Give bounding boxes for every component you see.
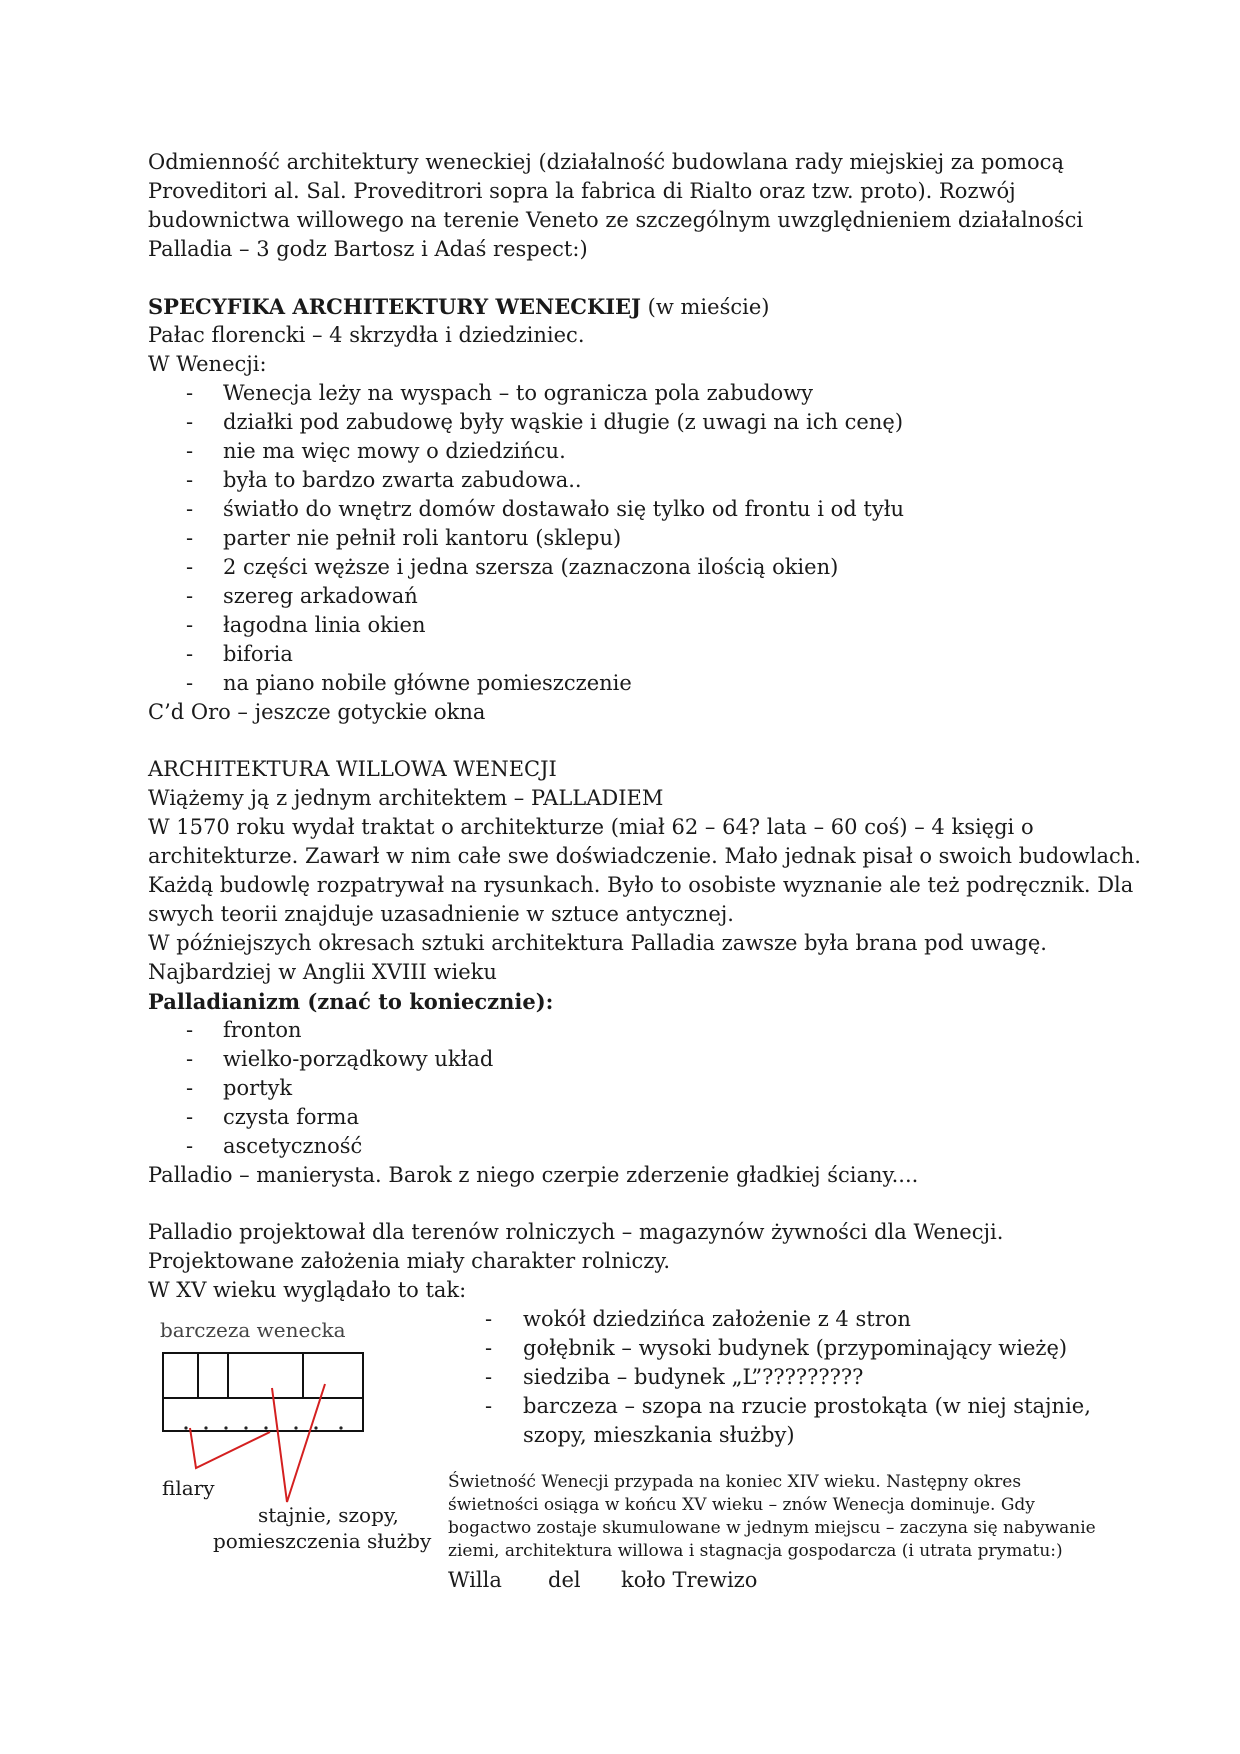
list-item: barczeza – szopa na rzucie prostokąta (w niej stajnie, [523, 1394, 1091, 1418]
text-line: W późniejszych okresach sztuki architektura Palladia zawsze była brana pod uwagę. [148, 931, 1047, 955]
pillar-dot [314, 1426, 317, 1429]
bullet-dash: - [485, 1336, 493, 1360]
intro-line: Odmienność architektury weneckiej (działalność budowlana rady miejskiej za pomocą [148, 150, 1064, 174]
text-line: Projektowane założenia miały charakter rolniczy. [148, 1249, 671, 1273]
palladianism-heading: Palladianizm (znać to koniecznie): [148, 989, 554, 1014]
pillar-dot [294, 1426, 297, 1429]
stables-pointer-line [272, 1384, 325, 1502]
small-note-line: bogactwo zostaje skumulowane w jednym miejscu – zaczyna się nabywanie [448, 1518, 1096, 1538]
text-line: Pałac florencki – 4 skrzydła i dziedziniec. [148, 323, 585, 347]
bullet-dash: - [186, 497, 194, 521]
list-item: biforia [223, 642, 293, 666]
bullet-dash: - [485, 1365, 493, 1389]
text-line: W 1570 roku wydał traktat o architekturze (miał 62 – 64? lata – 60 coś) – 4 księgi o [148, 815, 1034, 839]
intro-line: budownictwa willowego na terenie Veneto ze szczególnym uwzględnieniem działalności [148, 208, 1084, 232]
section-heading-rest: (w mieście) [641, 295, 770, 319]
bullet-dash: - [186, 584, 194, 608]
small-note-line: Świetność Wenecji przypada na koniec XIV wieku. Następny okres [448, 1472, 1022, 1492]
bullet-dash: - [186, 410, 194, 434]
list-item: Wenecja leży na wyspach – to ogranicza pola zabudowy [223, 381, 814, 405]
text-line: swych teorii znajduje uzasadnienie w sztuce antycznej. [148, 902, 734, 926]
list-item: nie ma więc mowy o dziedzińcu. [223, 439, 566, 463]
bullet-dash: - [485, 1394, 493, 1418]
intro-line: Palladia – 3 godz Bartosz i Adaś respect:) [148, 237, 588, 261]
bullet-dash: - [186, 555, 194, 579]
bullet-dash: - [186, 381, 194, 405]
pillar-dot [264, 1426, 267, 1429]
villa-word: del [548, 1568, 581, 1592]
pillars-pointer-line [190, 1428, 270, 1468]
text-line: Każdą budowlę rozpatrywał na rysunkach. Było to osobiste wyznanie ale też podręcznik. Dla [148, 873, 1134, 897]
bullet-dash: - [186, 526, 194, 550]
bullet-dash: - [186, 642, 194, 666]
pillar-dot [184, 1426, 187, 1429]
pillar-dot [339, 1426, 342, 1429]
list-item: ascetyczność [223, 1134, 363, 1158]
bullet-dash: - [186, 1047, 194, 1071]
section-heading: ARCHITEKTURA WILLOWA WENECJI [148, 757, 557, 781]
bullet-dash: - [186, 1018, 194, 1042]
text-line: Palladio projektował dla terenów rolniczych – magazynów żywności dla Wenecji. [148, 1220, 1004, 1244]
list-item: parter nie pełnił roli kantoru (sklepu) [223, 526, 622, 550]
text-line: Palladio – manierysta. Barok z niego czerpie zderzenie gładkiej ściany.... [148, 1163, 919, 1187]
bullet-dash: - [186, 439, 194, 463]
pillar-dot [244, 1426, 247, 1429]
list-item: szereg arkadowań [223, 584, 418, 608]
small-note-line: ziemi, architektura willowa i stagnacja gospodarcza (i utrata prymatu:) [448, 1541, 1063, 1561]
bullet-dash: - [186, 613, 194, 637]
barczeza-plan [163, 1353, 363, 1431]
list-item: siedziba – budynek „L”????????? [523, 1365, 864, 1389]
text-line: W XV wieku wyglądało to tak: [148, 1278, 467, 1302]
list-item: wokół dziedzińca założenie z 4 stron [523, 1307, 911, 1331]
diagram-label-stables: stajnie, szopy, [258, 1503, 399, 1527]
list-item: gołębnik – wysoki budynek (przypominający wieżę) [523, 1336, 1068, 1360]
list-item: wielko-porządkowy układ [223, 1047, 494, 1071]
bullet-dash: - [186, 1076, 194, 1100]
text-line: C’d Oro – jeszcze gotyckie okna [148, 700, 486, 724]
bullet-dash: - [186, 468, 194, 492]
barczeza-outline [163, 1353, 363, 1431]
pillar-dots [184, 1426, 342, 1429]
bullet-dash: - [186, 1134, 194, 1158]
bullet-dash: - [186, 671, 194, 695]
small-note-line: świetności osiąga w końcu XV wieku – znów Wenecja dominuje. Gdy [448, 1495, 1035, 1515]
list-item: portyk [223, 1076, 293, 1100]
diagram-label-servant-rooms: pomieszczenia służby [213, 1529, 432, 1553]
list-item: łagodna linia okien [223, 613, 426, 637]
villa-word: koło Trewizo [621, 1568, 758, 1592]
text-line: Najbardziej w Anglii XVIII wieku [148, 960, 497, 984]
text-line: Wiążemy ją z jednym architektem – PALLADIEM [148, 786, 664, 810]
list-item: fronton [223, 1018, 302, 1042]
list-item: działki pod zabudowę były wąskie i długie (z uwagi na ich cenę) [223, 410, 904, 434]
pillar-dot [204, 1426, 207, 1429]
list-item: była to bardzo zwarta zabudowa.. [223, 468, 582, 492]
bullet-dash: - [186, 1105, 194, 1129]
text-line: architekturze. Zawarł w nim całe swe doświadczenie. Mało jednak pisał o swoich budowlach. [148, 844, 1141, 868]
pillar-dot [224, 1426, 227, 1429]
villa-word: Willa [448, 1568, 502, 1592]
list-item: światło do wnętrz domów dostawało się tylko od frontu i od tyłu [223, 497, 905, 521]
list-item: czysta forma [223, 1105, 359, 1129]
list-item-continuation: szopy, mieszkania służby) [523, 1423, 795, 1447]
section-heading-bold: SPECYFIKA ARCHITEKTURY WENECKIEJ [148, 294, 641, 319]
text-line: W Wenecji: [148, 352, 267, 376]
bullet-dash: - [485, 1307, 493, 1331]
intro-line: Proveditori al. Sal. Proveditrori sopra la fabrica di Rialto oraz tzw. proto). Rozwój [148, 179, 1016, 203]
diagram-title: barczeza wenecka [160, 1318, 346, 1342]
list-item: na piano nobile główne pomieszczenie [223, 671, 632, 695]
list-item: 2 części węższe i jedna szersza (zaznaczona ilością okien) [223, 555, 839, 579]
diagram-label-pillars: filary [162, 1476, 215, 1500]
